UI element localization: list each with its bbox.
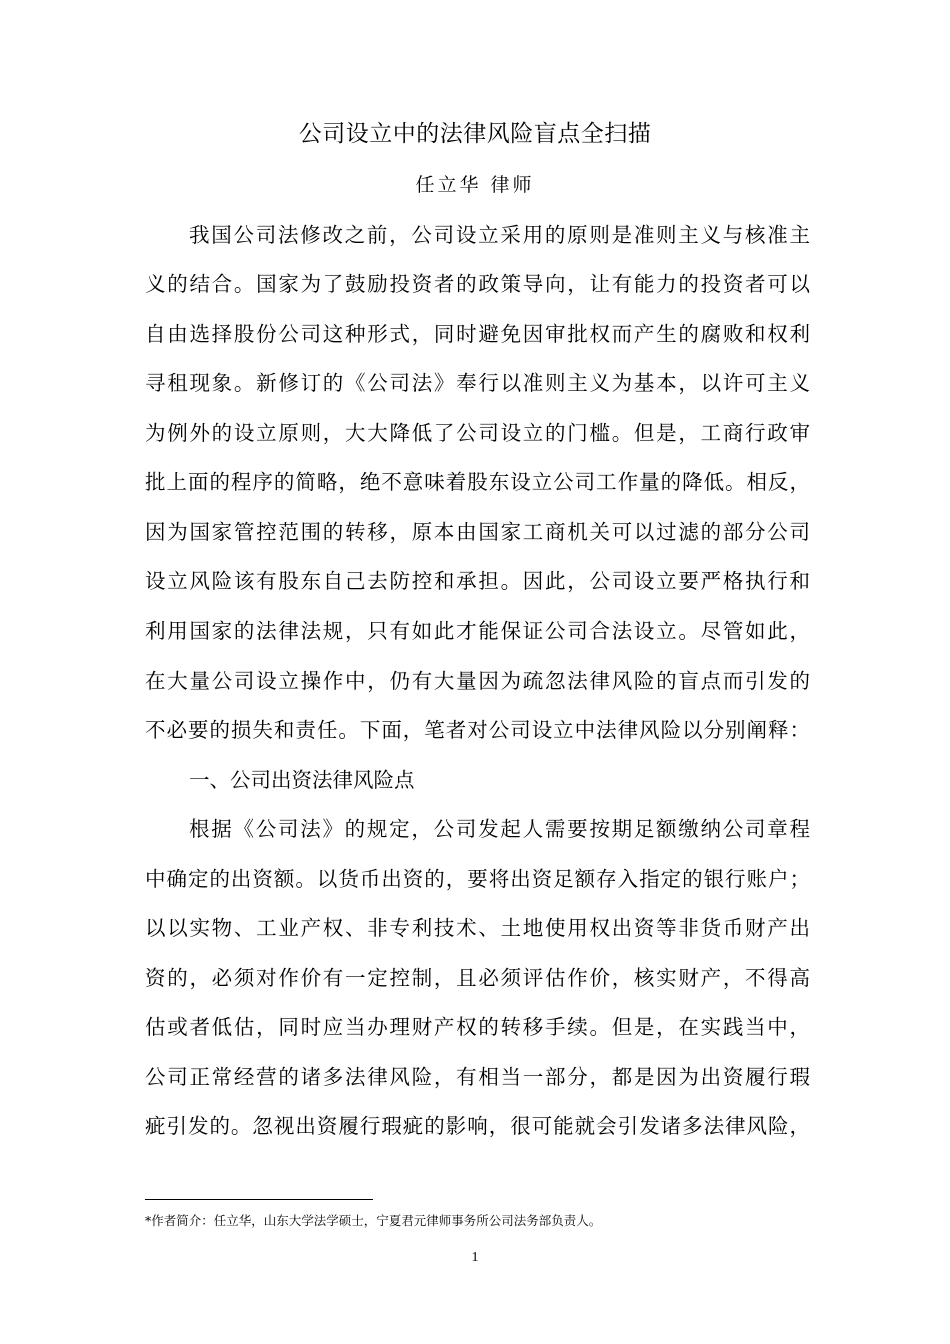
body-line: 义的结合。国家为了鼓励投资者的政策导向，让有能力的投资者可以: [145, 272, 810, 296]
body-line: 疵引发的。忽视出资履行瑕疵的影响，很可能就会引发诸多法律风险，: [145, 1114, 810, 1138]
body-line: 设立风险该有股东自己去防控和承担。因此，公司设立要严格执行和: [145, 569, 810, 593]
body-line: 资的，必须对作价有一定控制，且必须评估作价，核实财产，不得高: [145, 966, 810, 990]
document-title: 公司设立中的法律风险盲点全扫描: [298, 121, 652, 147]
body-line: 公司正常经营的诸多法律风险，有相当一部分，都是因为出资履行瑕: [145, 1065, 810, 1089]
author-line: 任立华 律师: [415, 174, 535, 196]
body-line: 估或者低估，同时应当办理财产权的转移手续。但是，在实践当中，: [145, 1015, 810, 1039]
body-line: 中确定的出资额。以货币出资的，要将出资足额存入指定的银行账户；: [145, 867, 810, 891]
body-line: 利用国家的法律法规，只有如此才能保证公司合法设立。尽管如此，: [145, 619, 810, 643]
footnote-separator: [145, 1199, 373, 1200]
body-line: 寻租现象。新修订的《公司法》奉行以准则主义为基本，以许可主义: [145, 371, 810, 395]
body-line: 以以实物、工业产权、非专利技术、土地使用权出资等非货币财产出: [145, 916, 810, 940]
body-line: 不必要的损失和责任。下面，笔者对公司设立中法律风险以分别阐释：: [145, 718, 810, 742]
body-line: 因为国家管控范围的转移，原本由国家工商机关可以过滤的部分公司: [145, 520, 810, 544]
page-number: 1: [471, 1250, 479, 1265]
body-line: 批上面的程序的简略，绝不意味着股东设立公司工作量的降低。相反，: [145, 470, 810, 494]
body-line: 我国公司法修改之前，公司设立采用的原则是准则主义与核准主: [189, 223, 810, 247]
section-heading: 一、公司出资法律风险点: [189, 768, 415, 792]
body-line: 在大量公司设立操作中，仍有大量因为疏忽法律风险的盲点而引发的: [145, 669, 810, 693]
body-line: 根据《公司法》的规定，公司发起人需要按期足额缴纳公司章程: [189, 817, 810, 841]
footnote: *作者简介：任立华，山东大学法学硕士，宁夏君元律师事务所公司法务部负责人。: [145, 1213, 602, 1228]
body-line: 自由选择股份公司这种形式，同时避免因审批权而产生的腐败和权利: [145, 322, 810, 346]
body-line: 为例外的设立原则，大大降低了公司设立的门槛。但是，工商行政审: [145, 421, 810, 445]
